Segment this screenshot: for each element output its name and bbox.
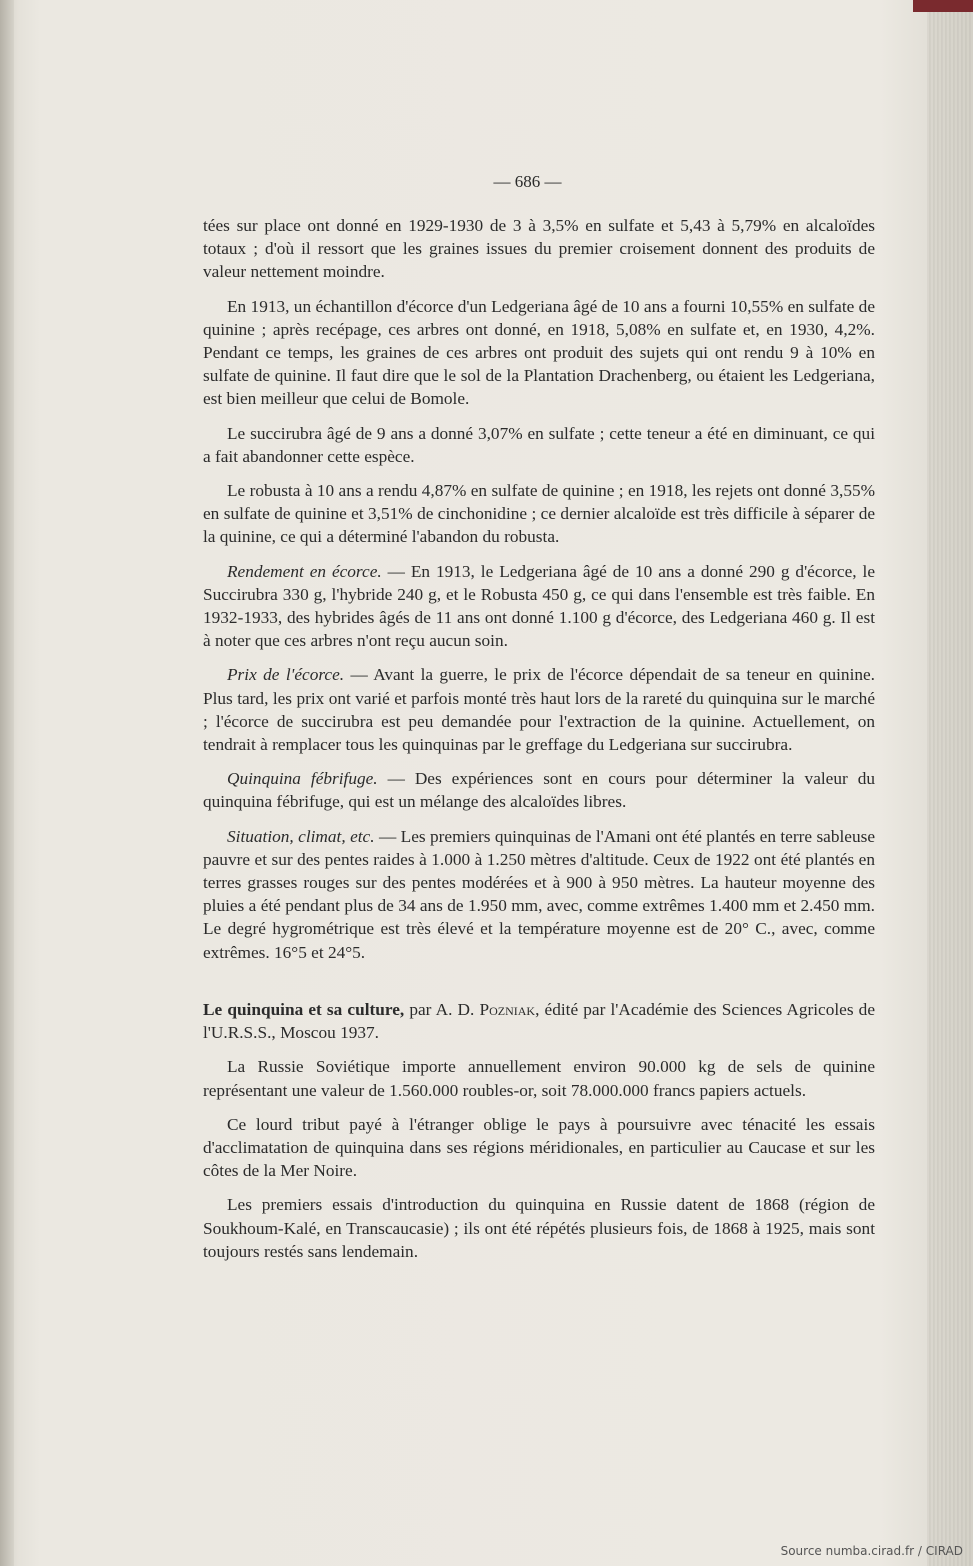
binding-edge <box>0 0 14 1566</box>
paragraph <box>203 825 875 964</box>
paragraph <box>203 663 875 756</box>
review-title: Le quinquina et sa culture, <box>203 999 405 1019</box>
paragraph: En 1913, un échantillon d'écorce d'un Ledgeriana âgé de 10 ans a fourni 10,55% en sulfate de quinine ; après recépage, ces arbres ont donné, en 1918, 5,08% en sulfate et, en 1930, 4,2%. Pendant ce temps, les graines de ces arbres ont produit des sujets qui ont rendu 9 à 10% en sulfate de quinine. Il faut dire que le sol de la Plantation Drachenberg, ou étaient les Ledgeriana, est bien meilleur que celui de Bomole. <box>203 296 875 409</box>
book-ribbon <box>913 0 973 12</box>
paragraph: Le robusta à 10 ans a rendu 4,87% en sulfate de quinine ; en 1918, les rejets ont donné 3,55% en sulfate de quinine et 3,51% de cinchonidine ; ce dernier alcaloïde est très difficile à séparer de la quinine, ce qui a déterminé l'abandon du robusta. <box>203 481 875 547</box>
body-text <box>203 214 875 1274</box>
paragraph: La Russie Soviétique importe annuellement environ 90.000 kg de sels de quinine représentant une valeur de 1.560.000 roubles-or, soit 78.000.000 francs papiers actuels. <box>203 1057 875 1100</box>
paragraph-heading: Quinquina fébrifuge. <box>227 769 378 789</box>
paragraph-heading: Situation, climat, etc. <box>227 826 375 846</box>
paragraph-text: — En 1913, le Ledgeriana âgé de 10 ans a donné 290 g d'écorce, le Succirubra 330 g, l'hybride 240 g, et le Robusta 450 g, ce qui dans l'ensemble est très faible. En 1932-1933, des hybrides âgés de 11 ans ont donné 1.100 g d'écorce, des Ledgeriana 460 g. Il est à noter que ces arbres n'ont reçu aucun soin. <box>203 561 875 651</box>
paragraph-heading: Rendement en écorce. <box>227 561 382 581</box>
paragraph: Ce lourd tribut payé à l'étranger oblige le pays à poursuivre avec ténacité les essais d'acclimatation de quinquina dans ses régions méridionales, en particulier au Caucase et sur les côtes de la Mer Noire. <box>203 1114 875 1181</box>
paragraph-text: — Les premiers quinquinas de l'Amani ont été plantés en terre sableuse pauvre et sur des pentes raides à 1.000 à 1.250 mètres d'altitude. Ceux de 1922 ont été plantés en terres grasses rouges sur des pentes modérées et à 900 à 950 mètres. La hauteur moyenne des pluies a été pendant plus de 34 ans de 1.950 mm, avec, comme extrêmes 1.400 mm et 2.450 mm. Le degré hygrométrique est très élevé et la température moyenne est de 20° C., avec, comme extrêmes. 16°5 et 24°5. <box>203 826 875 962</box>
page-number: — 686 — <box>493 172 562 191</box>
paragraph: tées sur place ont donné en 1929-1930 de 3 à 3,5% en sulfate et 5,43 à 5,79% en alcaloïdes totaux ; d'où il ressort que les graines issues du premier croisement donnent des produits de valeur nettement moindre. <box>203 216 875 282</box>
review-by: par A. D. <box>404 999 480 1019</box>
review-author: Pozniak <box>479 999 536 1019</box>
source-credit: Source numba.cirad.fr / CIRAD <box>780 1544 963 1558</box>
paragraph <box>203 767 875 813</box>
paragraph-text: — Avant la guerre, le prix de l'écorce dépendait de sa teneur en quinine. Plus tard, les prix ont varié et parfois monté très haut lors de la rareté du quinquina sur le marché ; l'écorce de succirubra est peu demandée pour l'extraction de la quinine. Actuellement, on tendrait à remplacer tous les quinquinas par le greffage du Ledgeriana sur succirubra. <box>203 665 875 755</box>
review-publication: , édité par l'Académie des Sciences Agricoles de l'U.R.S.S., Moscou 1937. <box>203 999 875 1043</box>
page-edges <box>927 0 973 1566</box>
paragraph-heading: Prix de l'écorce. <box>227 665 345 685</box>
paragraph: Le succirubra âgé de 9 ans a donné 3,07% en sulfate ; cette teneur a été en diminuant, ce qui a fait abandonner cette espèce. <box>203 423 875 466</box>
review-heading <box>203 998 875 1044</box>
paragraph: Les premiers essais d'introduction du quinquina en Russie datent de 1868 (région de Soukhoum-Kalé, en Transcaucasie) ; ils ont été répétés plusieurs fois, de 1868 à 1925, mais sont toujours restés sans lendemain. <box>203 1195 875 1261</box>
paragraph-text: — Des expériences sont en cours pour déterminer la valeur du quinquina fébrifuge, qui est un mélange des alcaloïdes libres. <box>203 769 875 812</box>
paragraph <box>203 560 875 653</box>
